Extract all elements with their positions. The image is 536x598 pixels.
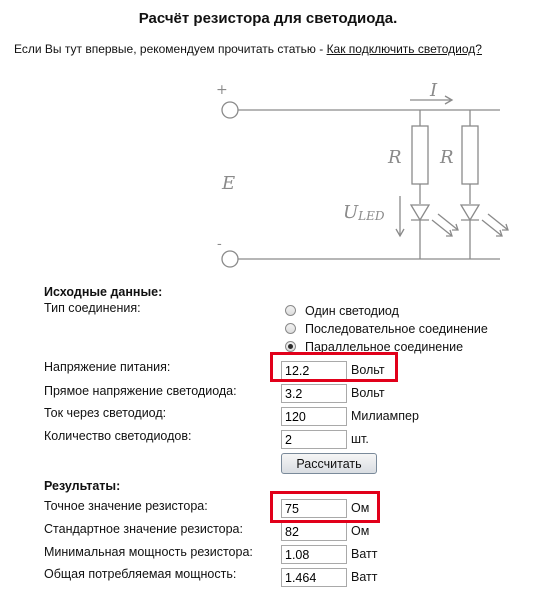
led-count-unit: шт.	[351, 432, 369, 446]
resistor-2	[462, 126, 478, 184]
radio-parallel[interactable]	[285, 341, 296, 352]
resistor-1-label: R	[388, 147, 402, 168]
radio-series[interactable]	[285, 323, 296, 334]
article-link[interactable]: Как подключить светодиод?	[326, 42, 482, 56]
voltage-label: E	[222, 173, 236, 194]
calculate-button[interactable]: Рассчитать	[281, 453, 377, 474]
forward-voltage-input[interactable]	[281, 384, 347, 403]
intro-text-label: Если Вы тут впервые, рекомендуем прочитать статью -	[14, 42, 327, 56]
negative-terminal	[222, 251, 238, 267]
standard-resistance-label: Стандартное значение резистора:	[44, 522, 243, 536]
radio-single-led[interactable]	[285, 305, 296, 316]
positive-terminal	[222, 102, 238, 118]
total-power-output[interactable]	[281, 568, 347, 587]
led-count-label: Количество светодиодов:	[44, 429, 192, 443]
led-count-input[interactable]	[281, 430, 347, 449]
resistor-1	[412, 126, 428, 184]
total-power-unit: Ватт	[351, 570, 378, 584]
current-label-field: Ток через светодиод:	[44, 406, 167, 420]
exact-resistance-label: Точное значение резистора:	[44, 499, 208, 513]
led-1	[411, 205, 429, 220]
total-power-label: Общая потребляемая мощность:	[44, 567, 237, 581]
current-input[interactable]	[281, 407, 347, 426]
option-single-led-label: Один светодиод	[305, 304, 399, 318]
circuit-diagram	[210, 78, 526, 278]
min-power-unit: Ватт	[351, 547, 378, 561]
intro-text	[14, 42, 482, 56]
min-power-label: Минимальная мощность резистора:	[44, 545, 253, 559]
plus-label: +	[216, 82, 228, 98]
option-parallel-label: Параллельное соединение	[305, 340, 464, 354]
supply-voltage-label: Напряжение питания:	[44, 360, 171, 374]
forward-voltage-unit: Вольт	[351, 386, 385, 400]
supply-voltage-unit: Вольт	[351, 363, 385, 377]
min-power-output[interactable]	[281, 545, 347, 564]
minus-label: -	[217, 236, 222, 252]
page-title: Расчёт резистора для светодиода.	[138, 10, 398, 27]
standard-resistance-output[interactable]	[281, 522, 347, 541]
current-label: I	[430, 80, 438, 101]
current-unit: Милиампер	[351, 409, 419, 423]
results-heading: Результаты:	[44, 479, 121, 493]
connection-type-label: Тип соединения:	[44, 301, 141, 315]
exact-resistance-highlight	[270, 491, 380, 523]
standard-resistance-unit: Ом	[351, 524, 370, 538]
resistor-2-label: R	[440, 147, 454, 168]
led-2	[461, 205, 479, 220]
uled-label: ULED	[343, 202, 385, 223]
inputs-heading: Исходные данные:	[44, 285, 163, 299]
supply-voltage-highlight	[270, 352, 398, 382]
exact-resistance-unit: Ом	[351, 501, 370, 515]
forward-voltage-label: Прямое напряжение светодиода:	[44, 384, 237, 398]
option-series-label: Последовательное соединение	[305, 322, 488, 336]
